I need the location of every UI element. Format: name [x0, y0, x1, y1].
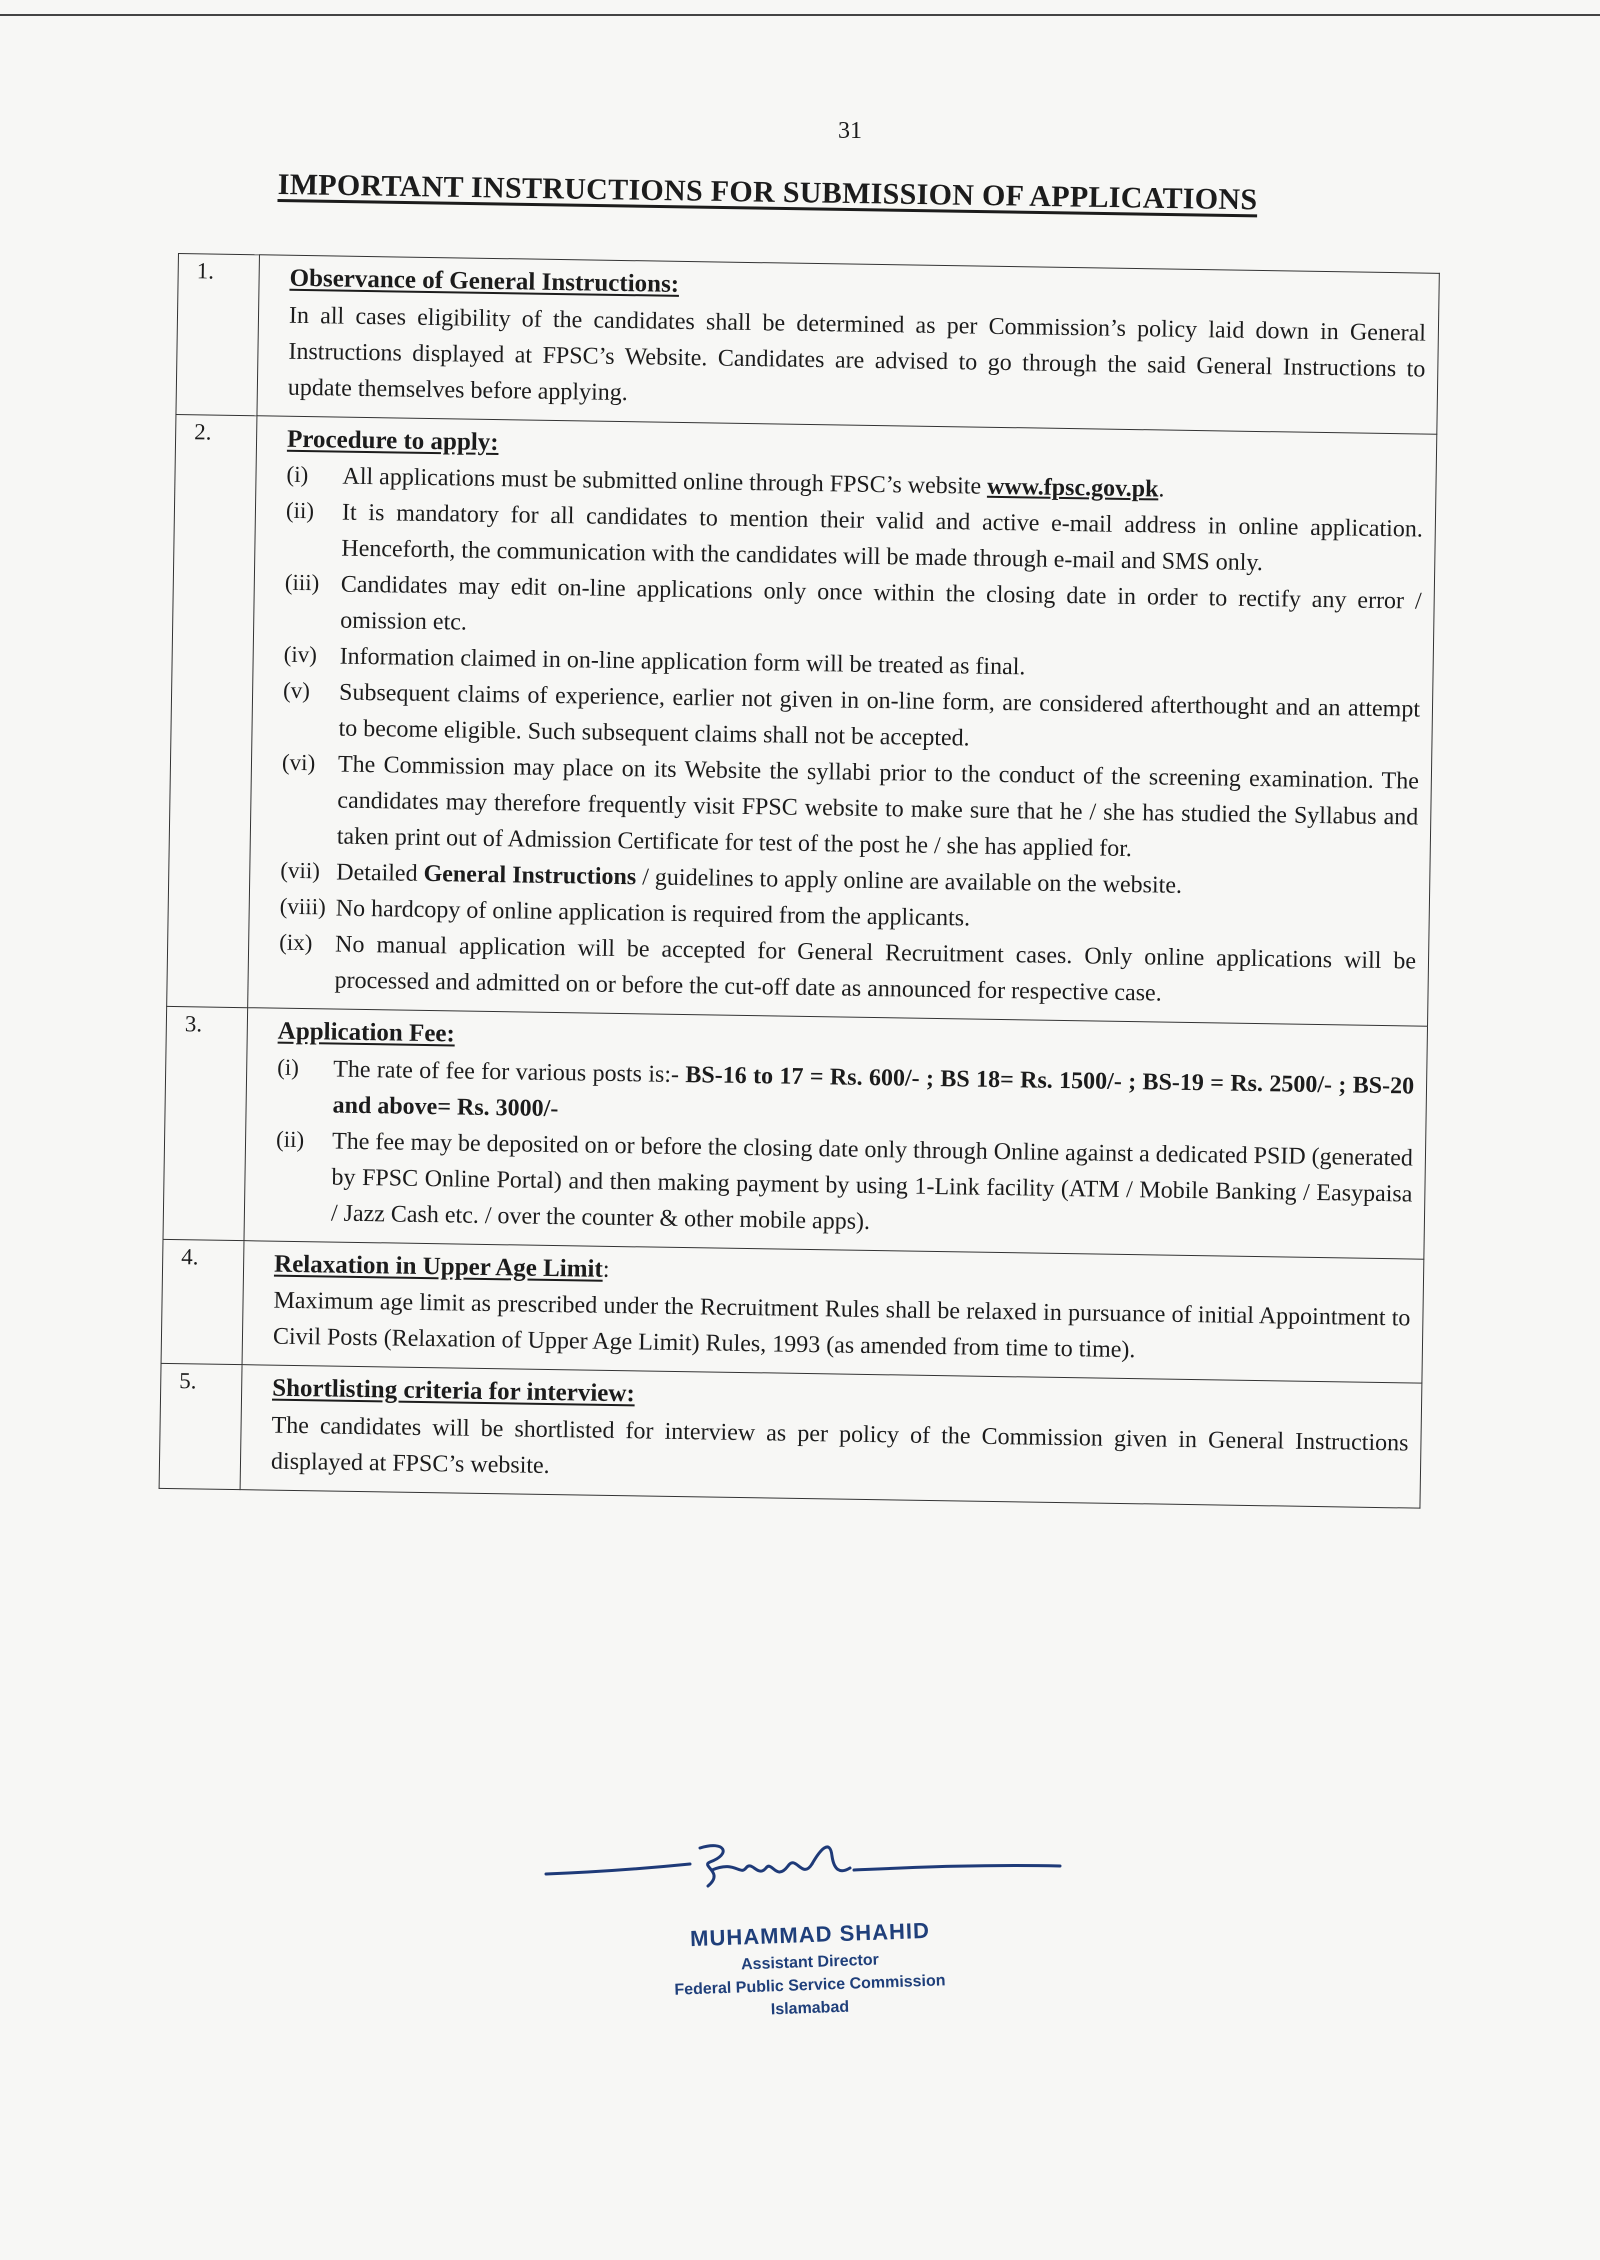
- handwritten-signature: [540, 1830, 1080, 1910]
- list-item: [281, 746, 1420, 872]
- signature-block: [540, 1830, 1080, 2040]
- item-numeral: (i): [286, 461, 309, 488]
- item-numeral: (vii): [280, 857, 321, 884]
- section-number: 4.: [161, 1239, 244, 1365]
- item-numeral: (v): [282, 677, 311, 704]
- fee-rates: BS-16 to 17 = Rs. 600/- ; BS 18= Rs. 1500/- ; BS-19 = Rs. 2500/- ; BS-20 and above= Rs. 3000/-: [332, 1061, 1415, 1122]
- item-text: Detailed General Instructions / guidelines to apply online are available on the website.: [336, 859, 1183, 899]
- section-content: [244, 1008, 1428, 1259]
- section-heading: Shortlisting criteria for interview:: [271, 1374, 635, 1408]
- signatory-location: Islamabad: [770, 1998, 850, 2019]
- section-row: [161, 1239, 1424, 1383]
- instructions-table: [159, 253, 1440, 1508]
- page-number: 31: [838, 118, 862, 144]
- section-content: [242, 1240, 1424, 1383]
- general-instructions-term: General Instructions: [423, 860, 637, 891]
- item-numeral: (ii): [275, 1126, 305, 1152]
- section-body: Maximum age limit as prescribed under the Recruitment Rules shall be relaxed in pursuance of initial Appointment to Civil Posts (Relaxation of Upper Age Limit) Rules, 1993 (as amended from time to time).: [272, 1287, 1411, 1364]
- item-numeral: (iv): [283, 641, 318, 668]
- section-row: [163, 1006, 1427, 1258]
- section-number: 1.: [176, 254, 260, 416]
- list-item: [275, 1122, 1414, 1248]
- top-scan-edge: [0, 14, 1600, 16]
- section-heading: Application Fee:: [277, 1017, 456, 1048]
- section-content: [257, 255, 1439, 434]
- section-heading: Observance of General Instructions:: [289, 264, 680, 298]
- item-numeral: (ii): [285, 497, 315, 524]
- section-body: In all cases eligibility of the candidates shall be determined as per Commission’s policy laid down in General Instructions displayed at FPSC’s Website. Candidates are advised to go through the said General Instructions to update themselves before applying.: [287, 302, 1427, 406]
- section-content: [248, 415, 1437, 1026]
- item-text: The fee may be deposited on or before the closing date only through Online against a dedicated PSID (generated by FPSC Online Portal) and then making payment by using 1-Link facility (ATM / Mobile Banking / Easypaisa / Jazz Cash etc. / over the counter & other mobile apps).: [330, 1128, 1414, 1235]
- section-row: [167, 414, 1437, 1026]
- section-heading: Procedure to apply:: [286, 425, 499, 456]
- item-text: No manual application will be accepted for General Recruitment cases. Only online applications will be processed and admitted on or before the cut-off date as announced for respective case.: [334, 931, 1417, 1007]
- section-row: [159, 1363, 1422, 1507]
- item-text: All applications must be submitted online through FPSC’s website www.fpsc.gov.pk.: [342, 463, 1165, 503]
- section-number: 3.: [163, 1006, 248, 1240]
- item-numeral: (vi): [281, 749, 316, 776]
- section-body: The candidates will be shortlisted for interview as per policy of the Commission given in General Instructions displayed at FPSC’s website.: [270, 1412, 1409, 1479]
- item-numeral: (viii): [279, 893, 326, 920]
- item-text: Subsequent claims of experience, earlier not given in on-line form, are considered afterthought and an attempt to become eligible. Such subsequent claims shall not be accepted.: [338, 679, 1421, 752]
- section-number: 2.: [167, 414, 257, 1008]
- item-text: It is mandatory for all candidates to mention their valid and active e-mail address in online application. Henceforth, the communication with the candidates will be made through e-mail and SMS only.: [341, 499, 1424, 577]
- signatory-organization: Federal Public Service Commission: [674, 1972, 946, 1999]
- item-text: Candidates may edit on-line applications only once within the closing date in order to rectify any error / omission etc.: [340, 571, 1422, 636]
- item-text: Information claimed in on-line application form will be treated as final.: [339, 643, 1026, 681]
- item-numeral: (iii): [284, 569, 320, 596]
- signatory-name: MUHAMMAD SHAHID: [689, 1917, 931, 1952]
- section-heading: Relaxation in Upper Age Limit: [273, 1250, 604, 1283]
- item-text: The rate of fee for various posts is:- BS-16 to 17 = Rs. 600/- ; BS 18= Rs. 1500/- ; BS-19 = Rs. 2500/- ; BS-20 and above= Rs. 3000/-: [332, 1056, 1415, 1122]
- website-link[interactable]: www.fpsc.gov.pk: [986, 473, 1159, 503]
- signatory-designation: Assistant Director: [740, 1951, 880, 1974]
- section-content: [240, 1365, 1422, 1508]
- item-text: The Commission may place on its Website the syllabi prior to the conduct of the screening examination. The candidates may therefore frequently visit FPSC website to make sure that he / she has studied the Syllabus and taken print out of Admission Certificate for test of the post he / she has applied for.: [336, 751, 1420, 863]
- section-row: [176, 254, 1439, 434]
- item-numeral: (ix): [278, 929, 313, 956]
- item-numeral: (i): [277, 1054, 300, 1080]
- instructions-sheet: [159, 253, 1440, 1508]
- section-number: 5.: [159, 1363, 242, 1489]
- section-heading-line: Relaxation in Upper Age Limit:: [273, 1250, 610, 1283]
- item-text: No hardcopy of online application is required from the applicants.: [335, 895, 971, 932]
- page-title: IMPORTANT INSTRUCTIONS FOR SUBMISSION OF APPLICATIONS: [277, 168, 1258, 217]
